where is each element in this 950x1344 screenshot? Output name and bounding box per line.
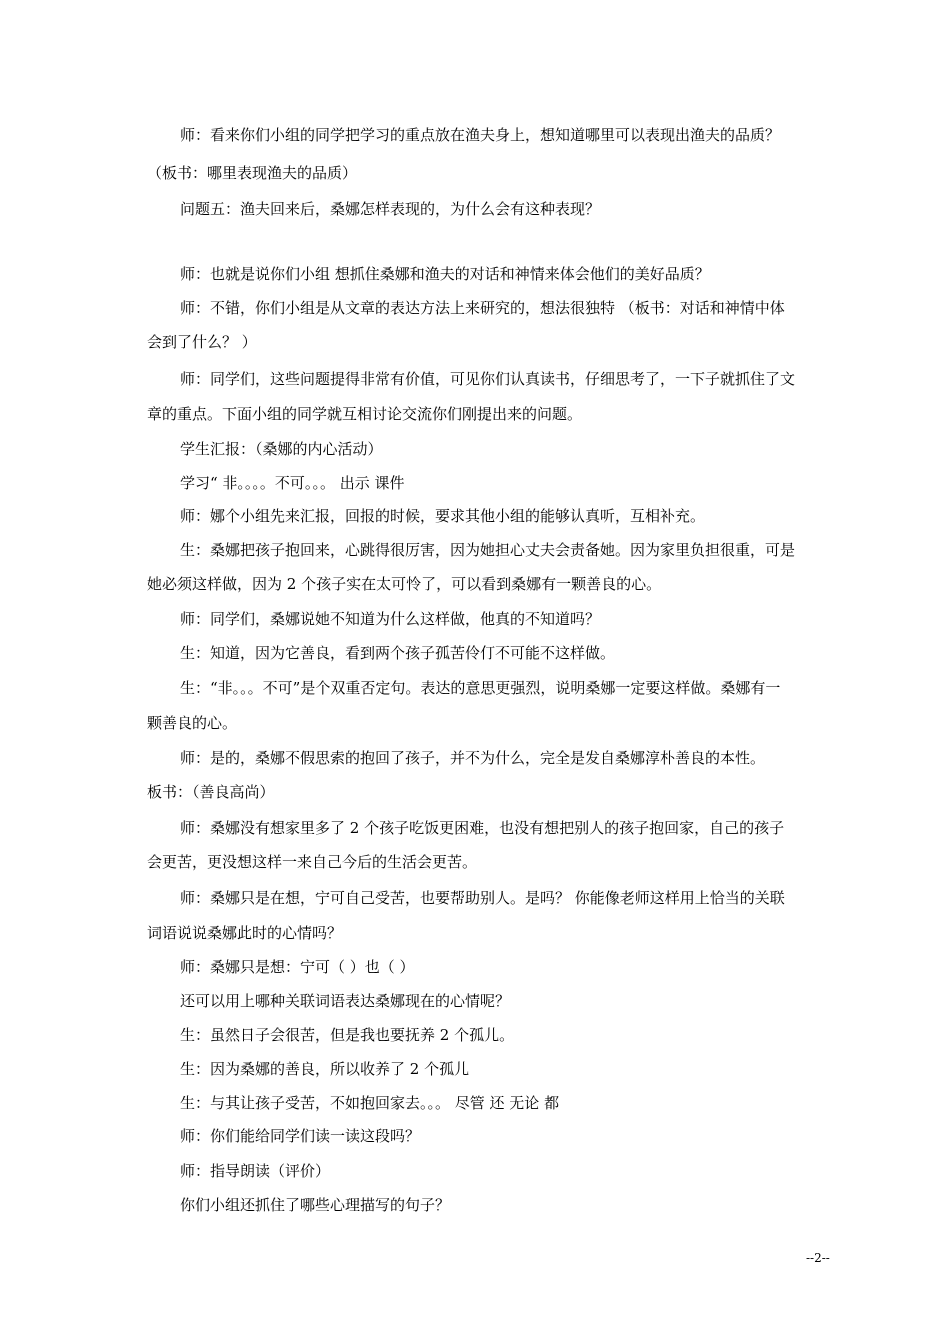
text-line: 板书：（善良高尚） bbox=[147, 783, 275, 801]
text-line: 师：同学们，这些问题提得非常有价值，可见你们认真读书，仔细思考了，一下子就抓住了文 bbox=[180, 370, 796, 388]
text-line: 师：桑娜没有想家里多了 2 个孩子吃饭更困难，也没有想把别人的孩子抱回家，自己的孩子 bbox=[180, 819, 785, 837]
text-line: 词语说说桑娜此时的心情吗？ bbox=[147, 924, 343, 942]
text-line: 生：因为桑娜的善良，所以收养了 2 个孤儿 bbox=[180, 1060, 470, 1078]
text-line: 生：知道，因为它善良，看到两个孩子孤苦伶仃不可能不这样做。 bbox=[180, 644, 616, 662]
text-line: 师：桑娜只是在想，宁可自己受苦，也要帮助别人。是吗？ 你能像老师这样用上恰当的关联 bbox=[180, 889, 785, 907]
text-line: 还可以用上哪种关联词语表达桑娜现在的心情呢？ bbox=[180, 992, 511, 1010]
text-line: 生：“非。。。不可”是个双重否定句。表达的意思更强烈，说明桑娜一定要这样做。桑娜有一 bbox=[180, 679, 781, 697]
text-line: 师：娜个小组先来汇报，回报的时候，要求其他小组的能够认真听，互相补充。 bbox=[180, 507, 706, 525]
text-line: 生：桑娜把孩子抱回来，心跳得很厉害，因为她担心丈夫会责备她。因为家里负担很重，可是 bbox=[180, 541, 796, 559]
text-line: 师：是的，桑娜不假思索的抱回了孩子，并不为什么，完全是发自桑娜淳朴善良的本性。 bbox=[180, 749, 766, 767]
page-number: --2-- bbox=[806, 1251, 830, 1265]
text-line: 会到了什么？ ） bbox=[147, 333, 257, 351]
text-line: 师：你们能给同学们读一读这段吗？ bbox=[180, 1127, 421, 1145]
text-line: 你们小组还抓住了哪些心理描写的句子？ bbox=[180, 1196, 451, 1214]
text-line: 师：同学们，桑娜说她不知道为什么这样做，他真的不知道吗？ bbox=[180, 610, 601, 628]
text-line: 生：虽然日子会很苦，但是我也要抚养 2 个孤儿。 bbox=[180, 1026, 515, 1044]
text-line: （板书：哪里表现渔夫的品质） bbox=[147, 164, 358, 182]
text-line: 师：不错，你们小组是从文章的表达方法上来研究的，想法很独特 （板书：对话和神情中体 bbox=[180, 299, 785, 317]
text-line: 学生汇报：（桑娜的内心活动） bbox=[180, 440, 383, 458]
text-line: 章的重点。下面小组的同学就互相讨论交流你们刚提出来的问题。 bbox=[147, 405, 583, 423]
text-line: 颗善良的心。 bbox=[147, 714, 238, 732]
text-line: 师：看来你们小组的同学把学习的重点放在渔夫身上，想知道哪里可以表现出渔夫的品质？ bbox=[180, 126, 781, 144]
text-line: 学习“ 非。。。。不可。。。 出示 课件 bbox=[180, 474, 405, 492]
text-line: 问题五：渔夫回来后，桑娜怎样表现的，为什么会有这种表现？ bbox=[180, 200, 601, 218]
text-line: 她必须这样做，因为 2 个孩子实在太可怜了，可以看到桑娜有一颗善良的心。 bbox=[147, 575, 662, 593]
text-line: 师：指导朗读（评价） bbox=[180, 1162, 331, 1180]
text-line: 会更苦，更没想这样一来自己今后的生活会更苦。 bbox=[147, 853, 478, 871]
text-line: 师：桑娜只是想：宁可（ ）也（ ） bbox=[180, 958, 415, 976]
text-line: 生：与其让孩子受苦，不如抱回家去。。。 尽管 还 无论 都 bbox=[180, 1094, 560, 1112]
text-line: 师：也就是说你们小组 想抓住桑娜和渔夫的对话和神情来体会他们的美好品质？ bbox=[180, 265, 710, 283]
